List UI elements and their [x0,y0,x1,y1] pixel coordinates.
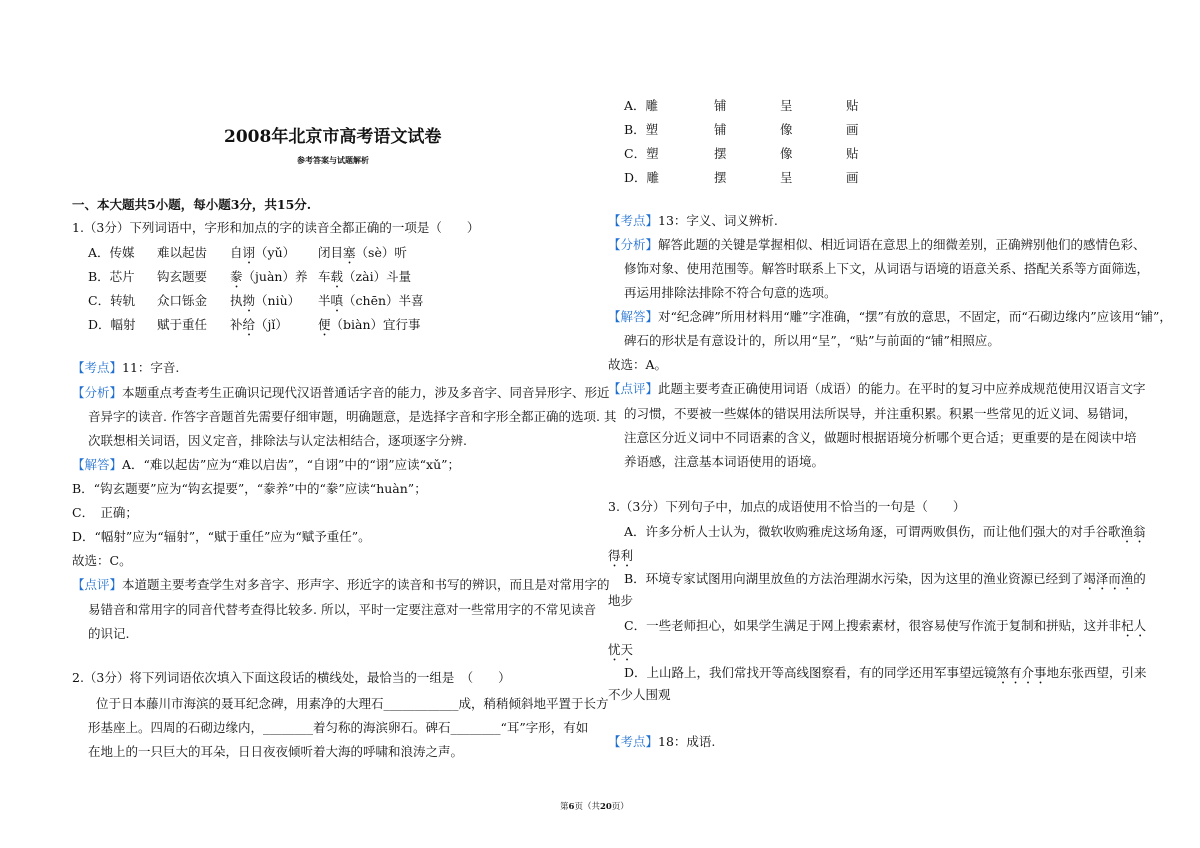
page-subtitle: 参考答案与试题解析 [297,155,369,165]
q2-stem: 2.（3分）将下列词语依次填入下面这段话的横线处，最恰当的一组是 （ ） [72,670,511,685]
q1-stem: 1.（3分）下列词语中，字形和加点的字的读音全都正确的一项是（ ） [72,220,480,235]
page-total: 20 [599,802,612,812]
q2-answer: 故选：A。 [608,357,668,372]
q3-kaodian: 【考点】18：成语. [608,734,716,749]
q2-kaodian: 【考点】13：字义、词义辨析. [608,213,778,228]
section-heading: 一、本大题共5小题，每小题3分，共15分. [72,197,312,212]
page-title: 2008年北京市高考语文试卷 [224,127,442,147]
document-page: 2008年北京市高考语文试卷 参考答案与试题解析 一、本大题共5小题，每小题3分，共15分. 1.（3分）下列词语中，字形和加点的字的读音全都正确的一项是（ ） A．传媒 难以起齿 自诩（yǔ） 闭目塞（sè）听 B．芯片 钩玄题要 豢（juàn）养 车载（zài）斗量 C．转轨 众口铄金 执拗（niù） 半嗔（chēn）半喜 D．幅射 赋于重任 补给（jǐ） 便（biàn）宜行事 【考点】11：字音. 【分析】本题重点考查考生正确识记现代汉语普通话字音的能力，涉及多音字、同音异形字、形近 音异字的读音. 作答字音题首先需要仔细审题，明确题意，是选择字音和字形全都正确的选项. 其 次联想相关词语，因义定音，排除法与认定法相结合，逐项逐字分辨. 【解答】A．“难以起齿”应为“难以启齿”，“自诩”中的“诩”应读“xǔ”； B．“钩玄题要”应为“钩玄提要”，“豢养”中的“豢”应读“huàn”； C． 正确； D．“幅射”应为“辐射”，“赋于重任”应为“赋予重任”。 故选：C。 【点评】本道题主要考查学生对多音字、形声字、形近字的读音和书写的辨识，而且是对常用字的 易错音和常用字的同音代替考查得比较多. 所以，平时一定要注意对一些常用字的不常见读音 的识记. 2.（3分）将下列词语依次填入下面这段话的横线处，最恰当的一组是 （ ） 位于日本藤川市海滨的聂耳纪念碑，用素净的大理石____________成，稍稍倾斜地平置于长方 形基座上。四周的石砌边缘内，________着匀称的海滨卵石。碑石________“耳”字形，有如 在地上的一只巨大的耳朵，日日夜夜倾听着大海的呼啸和浪涛之声。 A．雕 铺 呈 贴 B．塑 铺 像 画 C．塑 摆 像 贴 D．雕 摆 呈 画 【考点】13：字义、词义辨析. 【分析】解答此题的关键是掌握相似、相近词语在意思上的细微差别，正确辨别他们的感情色彩、 修饰对象、使用范围等。解答时联系上下文，从词语与语境的语意关系、搭配关系等方面筛选， 再运用排除法排除不符合句意的选项。 【解答】对“纪念碑”所用材料用“雕”字准确，“摆”有放的意思，不固定，而“石砌边缘内”应该用“铺”， 碑石的形状是有意设计的，所以用“呈”，“贴”与前面的“铺”相照应。 故选：A。 【点评】此题主要考查正确使用词语（成语）的能力。在平时的复习中应养成规范使用汉语言文字 的习惯，不要被一些媒体的错误用法所误导，并注重积累。积累一些常见的近义词、易错词， 注意区分近义词中不同语素的含义，做题时根据语境分析哪个更合适；更重要的是在阅读中培 养语感，注意基本词语使用的语境。 3.（3分）下列句子中，加点的成语使用不恰当的一句是（ ） A．许多分析人士认为，微软收购雅虎这场角逐，可谓两败俱伤，而让他们强大的对手谷歌渔翁 得利 B．环境专家试图用向湖里放鱼的方法治理湖水污染，因为这里的渔业资源已经到了竭泽而渔的 地步 C．一些老师担心，如果学生满足于网上搜索素材，很容易使写作流于复制和拼贴，这并非杞人 忧天 D．上山路上，我们常找开等高线图察看，有的同学还用军事望远镜煞有介事地东张西望，引来 不少人围观 【考点】18：成语. 第6页（共20页） [72,98,1172,812]
q3-stem: 3.（3分）下列句子中，加点的成语使用不恰当的一句是（ ） [608,499,966,514]
q1-answer: 故选：C。 [72,553,132,568]
page-number: 6 [568,802,575,812]
q1-kaodian: 【考点】11：字音. [72,360,180,375]
page-footer: 第6页（共20页） [560,802,629,812]
